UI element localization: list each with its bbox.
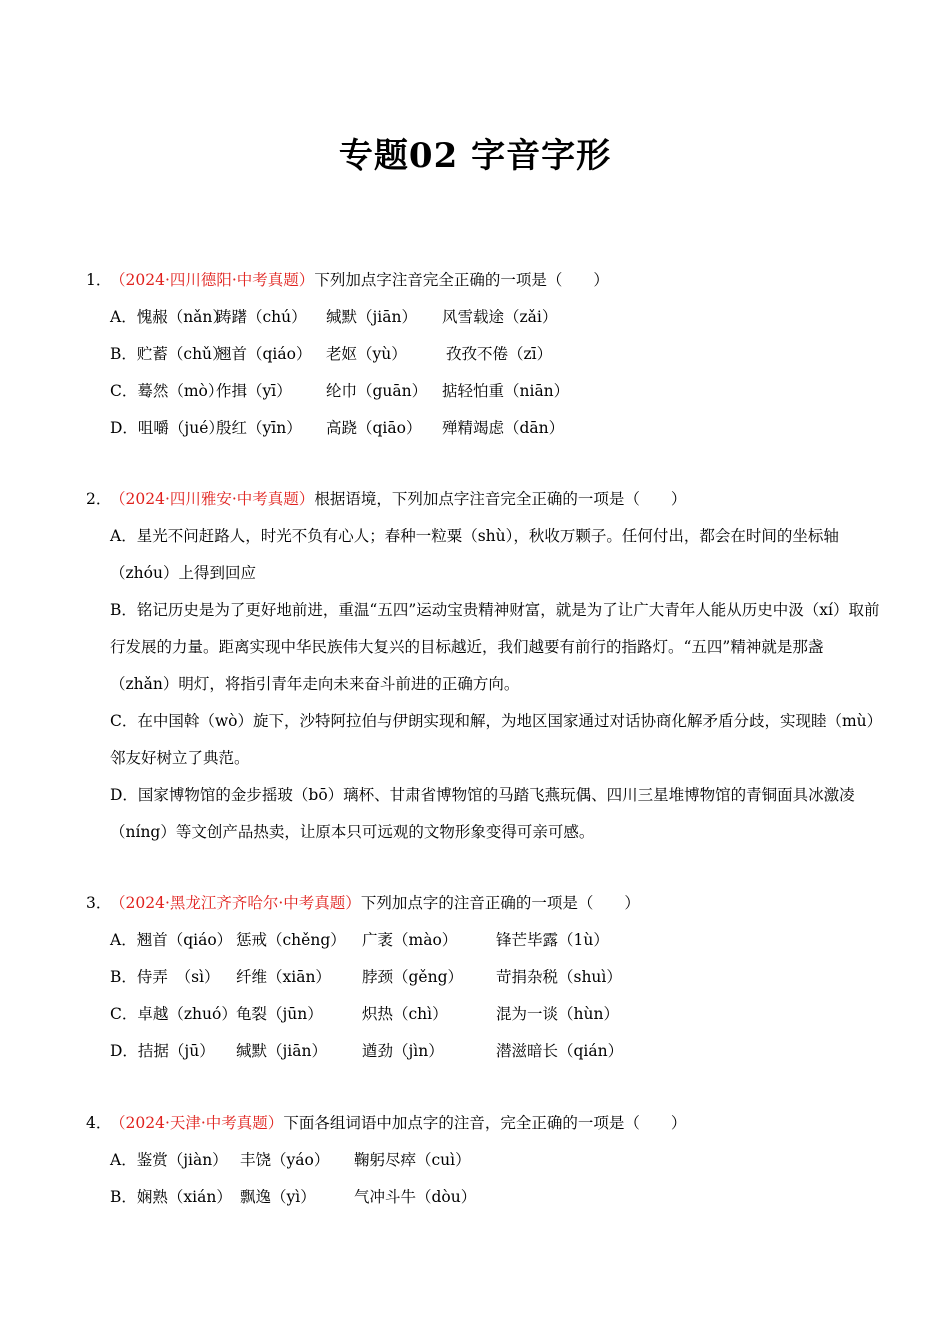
question-source: （2024·天津·中考真题） [110,1114,284,1132]
option-item: 潜滋暗长（qián） [496,1042,624,1060]
option-item: 广袤（mào） [362,931,458,949]
option-item: 飘逸（yì） [240,1188,316,1206]
option-d: D．国家博物馆的金步摇玻（bō）璃杯、甘肃省博物馆的马踏飞燕玩偶、四川三星堆博物馆的青铜面具冰激凌（níng）等文创产品热卖，让原本只可远观的文物形象变得可亲可感。 [110,786,855,841]
option-item: 惩戒（chěng） [236,931,346,949]
option-a: A．星光不问赶路人，时光不负有心人；春种一粒粟（shù），秋收万颗子。任何付出，都会在时间的坐标轴（zhóu）上得到回应 [110,527,839,582]
option-item: B．贮蓄（chǔ） [110,345,228,363]
option-item: 气冲斗牛（dòu） [354,1188,477,1206]
question-stem [86,885,876,922]
option-b: B．铭记历史是为了更好地前进，重温“五四”运动宝贵精神财富，就是为了让广大青年人能从历史中汲（xí）取前行发展的力量。距离实现中华民族伟大复兴的目标越近，我们越要有前行的指路灯。“五四”精神就是那盏（zhǎn）明灯，将指引青年走向未来奋斗前进的正确方向。 [110,601,880,693]
option-item: 炽热（chì） [362,1005,448,1023]
option-item: 高跷（qiāo） [326,419,422,437]
option-item: 苛捐杂税（shuì） [496,968,622,986]
question-number: 4． [86,1114,112,1132]
option-item: A．翘首（qiáo） [110,931,233,949]
option-a [86,922,876,959]
option-item: 锋芒毕露（1ù） [496,931,609,949]
option-c [86,996,876,1033]
option-d [86,410,876,447]
option-item: B．娴熟（xián） [110,1188,232,1206]
option-item: 鞠躬尽瘁（cuì） [354,1151,471,1169]
option-item: 作揖（yī） [216,382,292,400]
option-item: A．愧赧（nǎn） [110,308,228,326]
option-item: 丰饶（yáo） [240,1151,330,1169]
question-number: 2． [86,490,112,508]
option-item: B．侍弄 （sì） [110,968,220,986]
option-b [86,1179,876,1216]
option-item: 缄默（jiān） [236,1042,327,1060]
option-item: 混为一谈（hùn） [496,1005,619,1023]
option-item: 老妪（yù） [326,345,407,363]
option-item: D．咀嚼（jué） [110,419,224,437]
option-item: 踌躇（chú） [216,308,307,326]
option-b [86,959,876,996]
option-item: D．拮据（jū） [110,1042,215,1060]
option-item: 殚精竭虑（dān） [442,419,565,437]
option-item: 纤维（xiān） [236,968,331,986]
question-stem [86,481,876,518]
option-item: 掂轻怕重（niān） [442,382,570,400]
question-stem [86,1105,876,1142]
question-source: （2024·四川德阳·中考真题） [110,271,315,289]
question-4 [86,1105,876,1216]
option-c [86,373,876,410]
option-d [86,1033,876,1070]
option-c: C．在中国斡（wò）旋下，沙特阿拉伯与伊朗实现和解，为地区国家通过对话协商化解矛盾分歧，实现睦（mù）邻友好树立了典范。 [110,712,875,767]
question-1 [86,262,876,447]
question-text: 下列加点字注音完全正确的一项是（ ） [314,271,609,289]
question-2 [86,481,880,851]
option-item: 纶巾（guān） [326,382,428,400]
question-source: （2024·四川雅安·中考真题） [110,490,315,508]
question-number: 3． [86,894,112,912]
option-item: 翘首（qiáo） [216,345,312,363]
option-a [86,299,876,336]
question-stem [86,262,876,299]
option-item: 遒劲（jìn） [362,1042,444,1060]
question-number: 1． [86,271,112,289]
option-item: 风雪载途（zǎi） [442,308,558,326]
page-title: 专题02 字音字形 [338,136,612,176]
option-item: 缄默（jiān） [326,308,417,326]
option-item: 殷红（yīn） [216,419,302,437]
option-item: A．鉴赏（jiàn） [110,1151,228,1169]
option-b [86,336,876,373]
question-text: 根据语境，下列加点字注音完全正确的一项是（ ） [314,490,687,508]
option-a [86,1142,876,1179]
option-item: 龟裂（jūn） [236,1005,323,1023]
option-item: 孜孜不倦（zī） [446,345,553,363]
question-3 [86,885,876,1070]
option-item: C．卓越（zhuó） [110,1005,237,1023]
option-item: 脖颈（gěng） [362,968,464,986]
question-source: （2024·黑龙江齐齐哈尔·中考真题） [110,894,361,912]
question-text: 下列加点字的注音正确的一项是（ ） [360,894,640,912]
option-item: C．蓦然（mò） [110,382,224,400]
question-text: 下面各组词语中加点字的注音，完全正确的一项是（ ） [283,1114,687,1132]
